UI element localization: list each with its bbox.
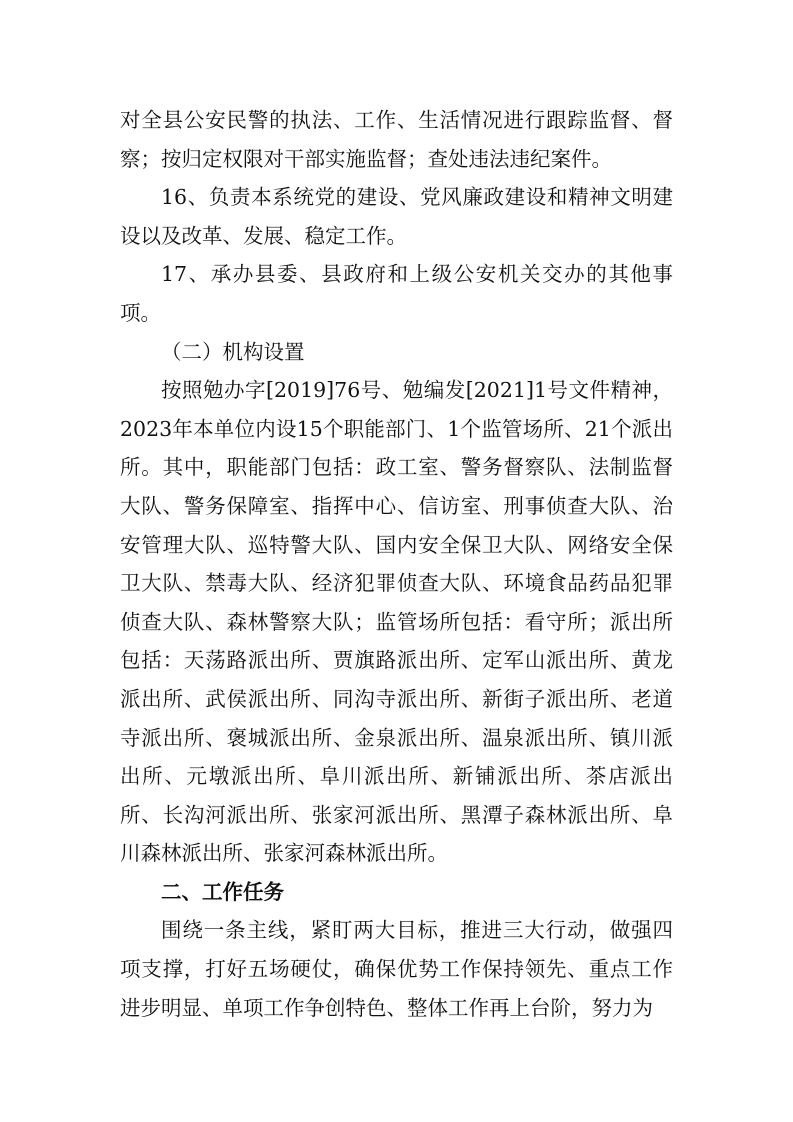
- continued-paragraph: 对全县公安民警的执法、工作、生活情况进行跟踪监督、督察；按归定权限对干部实施监督；查处违法违纪案件。: [120, 108, 673, 171]
- document-body: [120, 101, 673, 1027]
- section-heading-tasks: 二、工作任务: [161, 879, 284, 904]
- tasks-paragraph: 围绕一条主线，紧盯两大目标，推进三大行动，做强四项支撑，打好五场硬仗，确保优势工作保持领先、重点工作进步明显、单项工作争创特色、整体工作再上台阶，努力为: [120, 918, 673, 1020]
- item-16-paragraph: 16、负责本系统党的建设、党风廉政建设和精神文明建设以及改革、发展、稳定工作。: [120, 185, 673, 248]
- institution-paragraph: 按照勉办字[2019]76号、勉编发[2021]1号文件精神，2023年本单位内设15个职能部门、1个监管场所、21个派出所。其中，职能部门包括：政工室、警务督察队、法制监督大队、警务保障室、指挥中心、信访室、刑事侦查大队、治安管理大队、巡特警大队、国内安全保卫大队、网络安全保卫大队、禁毒大队、经济犯罪侦查大队、环境食品药品犯罪侦查大队、森林警察大队；监管场所包括：看守所；派出所包括：天荡路派出所、贾旗路派出所、定军山派出所、黄龙派出所、武侯派出所、同沟寺派出所、新街子派出所、老道寺派出所、褒城派出所、金泉派出所、温泉派出所、镇川派出所、元墩派出所、阜川派出所、新铺派出所、茶店派出所、长沟河派出所、张家河派出所、黑潭子森林派出所、阜川森林派出所、张家河森林派出所。: [120, 378, 673, 866]
- section-heading-institution: （二）机构设置: [161, 339, 305, 364]
- item-17-paragraph: 17、承办县委、县政府和上级公安机关交办的其他事项。: [120, 262, 673, 325]
